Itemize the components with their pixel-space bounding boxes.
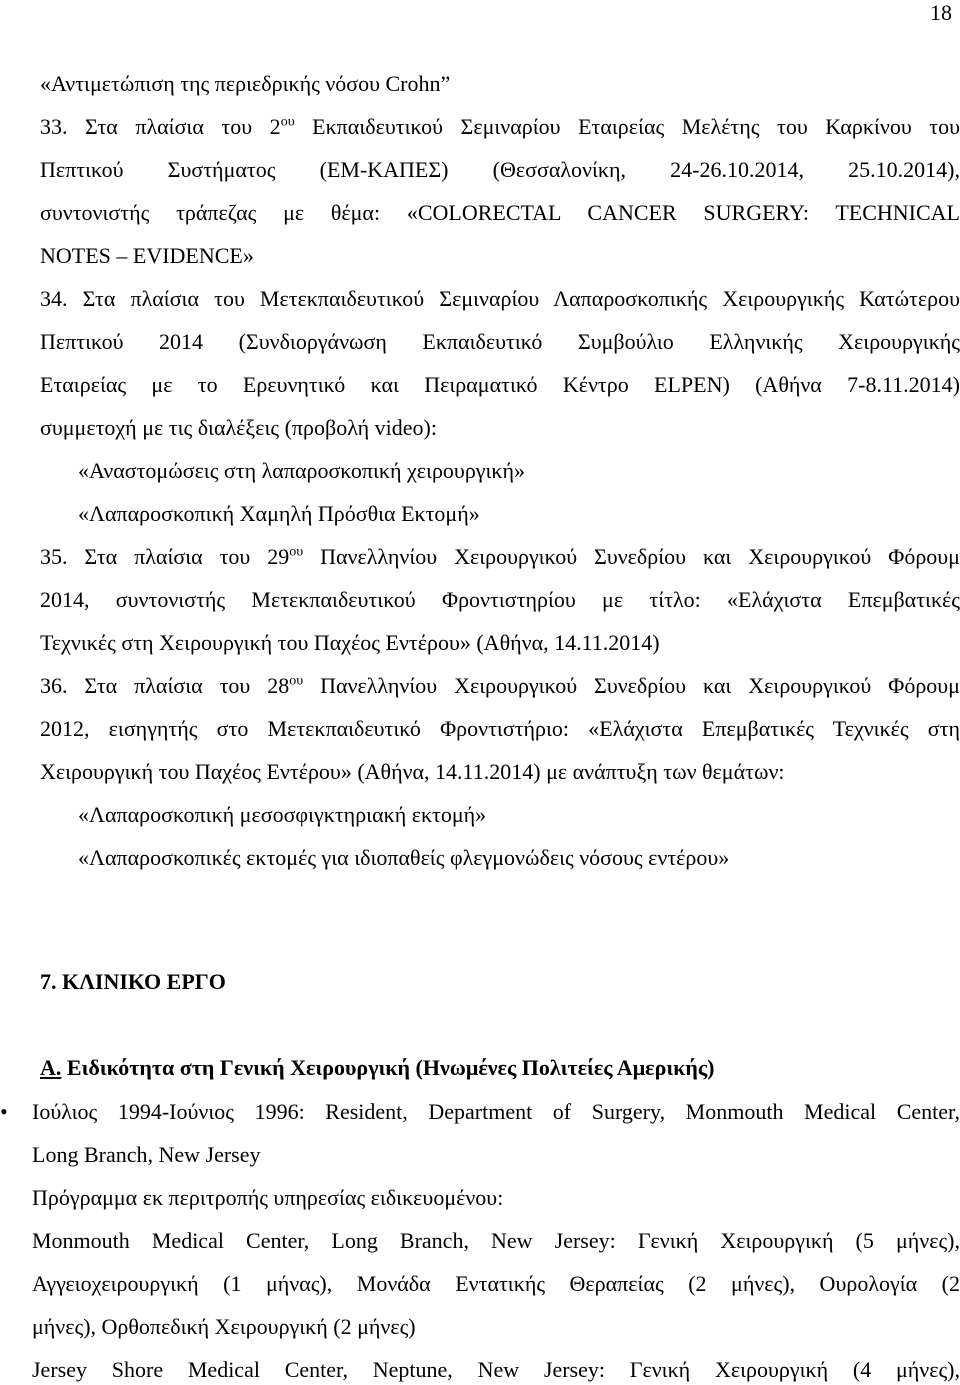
subsection-title: Ειδικότητα στη Γενική Χειρουργική (Ηνωμένες Πολιτείες Αμερικής) <box>61 1055 715 1080</box>
text-line: NOTES – EVIDENCE» <box>40 243 254 268</box>
text-line: συντονιστής τράπεζας με θέμα: «COLORECTAL CANCER SURGERY: TECHNICAL <box>40 200 960 225</box>
lecture-title: «Λαπαροσκοπικές εκτομές για ιδιοπαθείς φλεγμονώδεις νόσους εντέρου» <box>78 845 730 870</box>
bullet-icon: • <box>0 1099 8 1124</box>
text-line: 2014, συντονιστής Μετεκπαιδευτικού Φροντιστηρίου με τίτλο: «Ελάχιστα Επεμβατικές <box>40 587 960 612</box>
lecture-title: «Αναστομώσεις στη λαπαροσκοπική χειρουργική» <box>78 458 526 483</box>
list-item-36 <box>40 671 960 701</box>
text-run: Πανελληνίου Χειρουργικού Συνεδρίου και Χειρουργικού Φόρουμ <box>303 544 960 569</box>
subsection-heading <box>40 1053 714 1083</box>
text-line: Jersey Shore Medical Center, Neptune, New Jersey: Γενική Χειρουργική (4 μήνες), <box>32 1357 960 1382</box>
text-line: μήνες), Ορθοπεδική Χειρουργική (2 μήνες) <box>32 1314 416 1339</box>
text-line: 2012, εισηγητής στο Μετεκπαιδευτικό Φροντιστήριο: «Ελάχιστα Επεμβατικές Τεχνικές στη <box>40 716 960 741</box>
text-line: Αγγειοχειρουργική (1 μήνας), Μονάδα Εντατικής Θεραπείας (2 μήνες), Ουρολογία (2 <box>32 1271 960 1296</box>
superscript: ου <box>280 114 295 130</box>
text-run: Ιούλιος 1994-Ιούνιος 1996: Resident, Department of Surgery, Monmouth Medical Center, <box>32 1099 960 1124</box>
text-line: Χειρουργική του Παχέος Εντέρου» (Αθήνα, 14.11.2014) με ανάπτυξη των θεμάτων: <box>40 759 785 784</box>
text-run: Πανελληνίου Χειρουργικού Συνεδρίου και Χειρουργικού Φόρουμ <box>303 673 960 698</box>
text-line: συμμετοχή με τις διαλέξεις (προβολή video): <box>40 415 437 440</box>
text-line: Monmouth Medical Center, Long Branch, New Jersey: Γενική Χειρουργική (5 μήνες), <box>32 1228 960 1253</box>
text-line: Τεχνικές στη Χειρουργική του Παχέος Εντέρου» (Αθήνα, 14.11.2014) <box>40 630 660 655</box>
list-item-34: 34. Στα πλαίσια του Μετεκπαιδευτικού Σεμιναρίου Λαπαροσκοπικής Χειρουργικής Κατώτερου <box>40 286 960 311</box>
text-run: 35. Στα πλαίσια του 29 <box>40 544 290 569</box>
section-heading: 7. ΚΛΙΝΙΚΟ ΕΡΓΟ <box>40 969 226 994</box>
text-line: Εταιρείας με το Ερευνητικό και Πειραματικό Κέντρο ELPEN) (Αθήνα 7-8.11.2014) <box>40 372 960 397</box>
list-item-33 <box>40 112 960 142</box>
superscript: ου <box>289 673 304 689</box>
page-number: 18 <box>930 0 952 25</box>
text-line: Πεπτικού 2014 (Συνδιοργάνωση Εκπαιδευτικό Συμβούλιο Ελληνικής Χειρουργικής <box>40 329 960 354</box>
text-run: 33. Στα πλαίσια του 2 <box>40 114 281 139</box>
lecture-title: «Λαπαροσκοπική Χαμηλή Πρόσθια Εκτομή» <box>78 501 480 526</box>
text-run: 36. Στα πλαίσια του 28 <box>40 673 290 698</box>
bullet-item <box>0 1097 960 1127</box>
text-line: Πρόγραμμα εκ περιτροπής υπηρεσίας ειδικευομένου: <box>32 1185 504 1210</box>
subsection-letter: Α. <box>40 1055 62 1080</box>
text-line: Long Branch, New Jersey <box>32 1142 261 1167</box>
text-line: Πεπτικού Συστήματος (ΕΜ-ΚΑΠΕΣ) (Θεσσαλονίκη, 24-26.10.2014, 25.10.2014), <box>40 157 960 182</box>
superscript: ου <box>289 544 304 560</box>
lecture-title: «Λαπαροσκοπική μεσοσφιγκτηριακή εκτομή» <box>78 802 487 827</box>
text-run: Εκπαιδευτικού Σεμιναρίου Εταιρείας Μελέτης του Καρκίνου του <box>294 114 960 139</box>
list-item-35 <box>40 542 960 572</box>
text-line: «Αντιμετώπιση της περιεδρικής νόσου Crohn” <box>40 71 451 96</box>
